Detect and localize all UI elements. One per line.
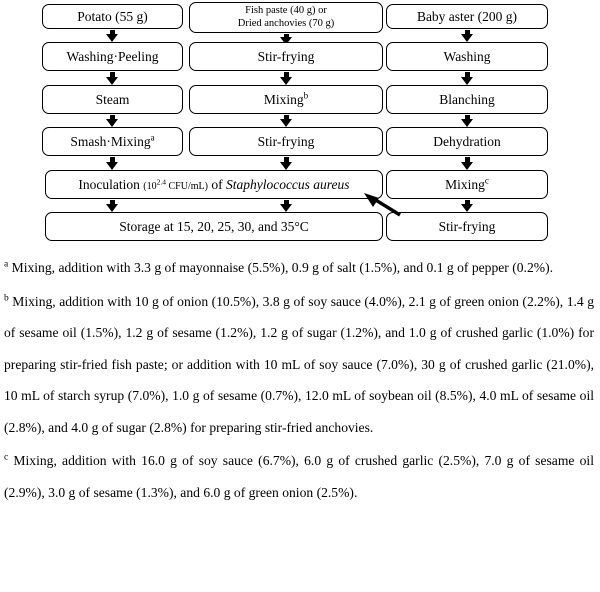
node-baby-aster [386, 4, 548, 29]
footnote-marker-a: a [150, 132, 155, 143]
node-stir-frying-fish-1-label: Stir-frying [257, 48, 315, 64]
node-inoculation [45, 170, 383, 199]
node-smash-mixing [42, 127, 183, 156]
node-fish-paste [189, 2, 383, 33]
node-stir-frying-fish-1 [189, 42, 383, 71]
node-mixing-b [189, 85, 383, 114]
node-stir-frying-aster [386, 212, 548, 241]
footnote-marker-c: c [484, 175, 489, 186]
node-washing-peeling-label: Washing·Peeling [66, 48, 159, 64]
footnotes-section [0, 252, 600, 510]
footnote-a-mark: a [4, 259, 9, 270]
footnote-marker-b: b [303, 90, 309, 101]
node-washing [386, 42, 548, 71]
footnote-a [4, 252, 594, 284]
node-washing-label: Washing [443, 48, 491, 64]
inoculation-exponent: 2.4 [156, 177, 166, 187]
node-storage [45, 212, 383, 241]
footnote-c-text: Mixing, addition with 16.0 g of soy sauce (6.7%), 6.0 g of crushed garlic (2.5%), 7.0 g of sesame oil (2.9%), 3.0 g of sesame (1.3%), and 6.0 g of green onion (2.5%). [4, 453, 594, 500]
node-fish-paste-label-line2: Dried anchovies (70 g) [237, 17, 335, 29]
node-washing-peeling [42, 42, 183, 71]
node-mixing-b-label: Mixing$^b$ [263, 90, 309, 107]
node-dehydration-label: Dehydration [433, 133, 501, 149]
node-potato-label: Potato (55 g) [77, 8, 148, 24]
node-smash-mixing-label: Smash·Mixing$^a$ [70, 132, 155, 149]
node-fish-paste-label-line1: Fish paste (40 g) or [245, 4, 327, 16]
footnote-c [4, 445, 594, 508]
node-steam [42, 85, 183, 114]
organism-name: Staphylococcus aureus [225, 176, 350, 192]
node-inoculation-label: Inoculation ($10^{2.4}$ CFU/mL) of Staphylococcus aureus [78, 176, 350, 192]
footnote-c-mark: c [4, 452, 9, 463]
footnote-b-mark: b [4, 293, 9, 303]
node-potato [42, 4, 183, 29]
node-mixing-c [386, 170, 548, 199]
process-flow-diagram [0, 0, 600, 248]
footnote-b [4, 286, 594, 444]
node-blanching-label: Blanching [439, 91, 495, 107]
node-baby-aster-label: Baby aster (200 g) [416, 8, 518, 24]
node-stir-frying-aster-label: Stir-frying [438, 218, 496, 234]
node-stir-frying-fish-2-label: Stir-frying [257, 133, 315, 149]
node-mixing-c-label: Mixing$^c$ [445, 175, 489, 192]
node-dehydration [386, 127, 548, 156]
node-blanching [386, 85, 548, 114]
footnote-b-text: Mixing, addition with 10 g of onion (10.5%), 3.8 g of soy sauce (4.0%), 2.1 g of green onion (2.2%), 1.4 g of sesame oil (1.5%), 1.2 g of sesame (1.2%), 1.2 g of sugar (1.2%), and 1.0 g of crushed garlic (1.0%) for preparing stir-fried fish paste; or addition with 10 mL of soy sauce (7.0%), 30 g of crushed garlic (21.0%), 10 mL of starch syrup (7.0%), 1.0 g of sesame (0.7%), 12.0 mL of soybean oil (8.5%), 4.0 mL of sesame oil (2.8%), and 4.0 g of sugar (2.8%) for preparing stir-fried anchovies. [4, 293, 594, 435]
node-stir-frying-fish-2 [189, 127, 383, 156]
node-steam-label: Steam [95, 91, 130, 107]
node-storage-label: Storage at 15, 20, 25, 30, and 35°C [119, 218, 309, 234]
footnote-a-text: Mixing, addition with 3.3 g of mayonnaise (5.5%), 0.9 g of salt (1.5%), and 0.1 g of pepper (0.2%). [11, 260, 554, 275]
